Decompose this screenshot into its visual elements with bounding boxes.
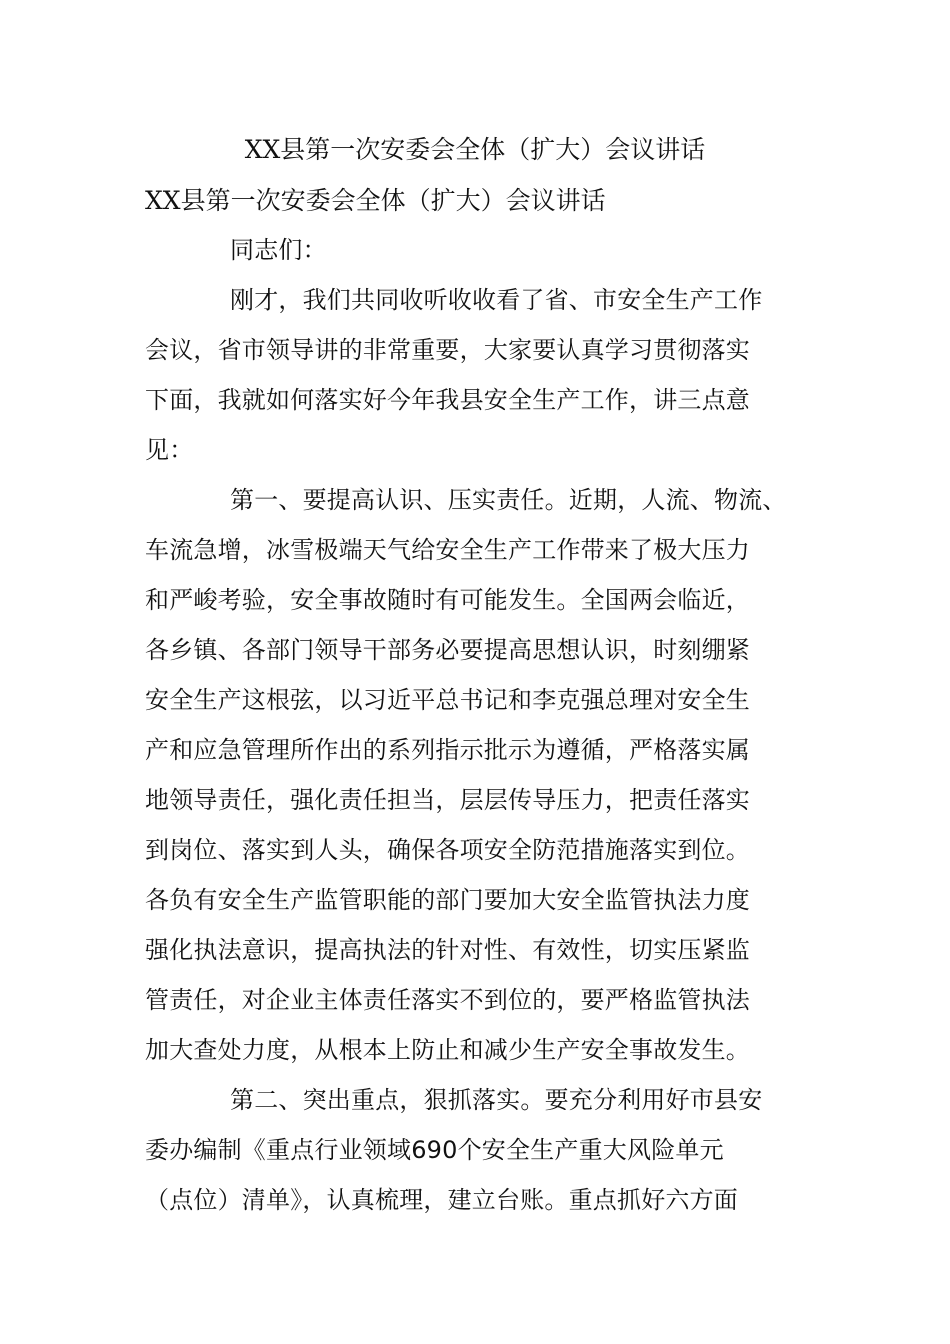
paragraph-line: 加大查处力度，从根本上防止和减少生产安全事故发生。 (145, 1036, 750, 1064)
paragraph-line: 见： (145, 436, 194, 464)
paragraph-line: 地领导责任，强化责任担当，层层传导压力，把责任落实 (145, 786, 750, 814)
paragraph-line: 会议，省市领导讲的非常重要，大家要认真学习贯彻落实 (145, 336, 750, 364)
paragraph-line: （点位）清单》，认真梳理，建立台账。重点抓好六方面 (145, 1186, 738, 1214)
document-title-centered: XX县第一次安委会全体（扩大）会议讲话 (244, 135, 706, 164)
document-title-left: XX县第一次安委会全体（扩大）会议讲话 (145, 186, 606, 215)
paragraph-line: 各乡镇、各部门领导干部务必要提高思想认识，时刻绷紧 (145, 636, 750, 664)
paragraph-line: 第二、突出重点，狠抓落实。要充分利用好市县安 (230, 1086, 763, 1114)
paragraph-line: 刚才，我们共同收听收收看了省、市安全生产工作 (230, 286, 763, 314)
paragraph-line: 安全生产这根弦，以习近平总书记和李克强总理对安全生 (145, 686, 750, 714)
paragraph-line: 到岗位、落实到人头，确保各项安全防范措施落实到位。 (145, 836, 750, 864)
paragraph-line: 和严峻考验，安全事故随时有可能发生。全国两会临近， (145, 586, 750, 614)
paragraph-line: 管责任，对企业主体责任落实不到位的，要严格监管执法 (145, 986, 750, 1014)
paragraph-line: 强化执法意识，提高执法的针对性、有效性，切实压紧监 (145, 936, 750, 964)
paragraph-line: 下面，我就如何落实好今年我县安全生产工作，讲三点意 (145, 386, 750, 414)
paragraph-line: 委办编制《重点行业领域690个安全生产重大风险单元 (145, 1136, 724, 1164)
paragraph-line: 车流急增，冰雪极端天气给安全生产工作带来了极大压力 (145, 536, 750, 564)
paragraph-line: 各负有安全生产监管职能的部门要加大安全监管执法力度 (145, 886, 750, 914)
salutation: 同志们： (230, 236, 327, 264)
paragraph-line: 第一、要提高认识、压实责任。近期，人流、物流、 (230, 486, 787, 514)
paragraph-line: 产和应急管理所作出的系列指示批示为遵循，严格落实属 (145, 736, 750, 764)
